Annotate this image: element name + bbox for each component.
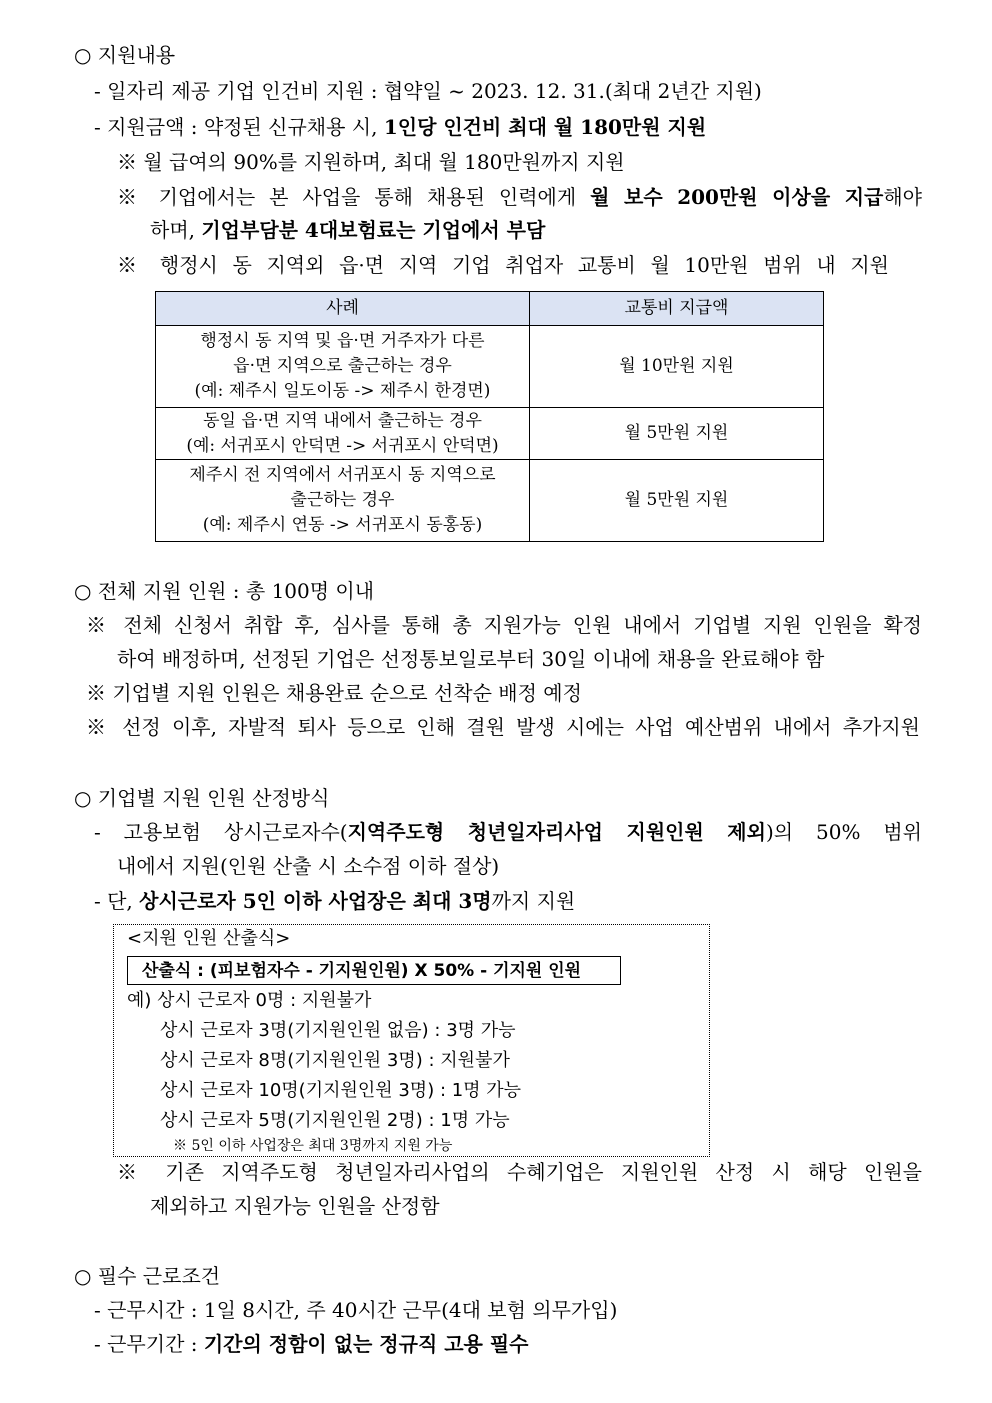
total-note-selection: ※ 전체 신청서 취합 후, 심사를 통해 총 지원가능 인원 내에서 기업별 지원 인원을 확정 (86, 613, 922, 637)
formula-box-title: <지원 인원 산출식> (127, 928, 291, 949)
case-cell (156, 408, 530, 460)
method-ratio-text-a: - 고용보험 상시근로자수( (94, 820, 348, 844)
amount-cell: 월 5만원 지원 (530, 408, 824, 460)
case-cell (156, 326, 530, 408)
amount-cell: 월 10만원 지원 (530, 326, 824, 408)
example-line: 상시 근로자 8명(기지원인원 3명) : 지원불가 (160, 1050, 510, 1071)
total-note-order: ※ 기업별 지원 인원은 채용완료 순으로 선착순 배정 예정 (86, 681, 582, 705)
case-line: 동일 읍·면 지역 내에서 출근하는 경우 (203, 410, 482, 431)
conditions-term-bold: 기간의 정함이 없는 정규직 고용 필수 (203, 1332, 529, 1356)
method-small-text-b: 까지 지원 (491, 889, 576, 913)
support-amount-text: - 지원금액 : 약정된 신규채용 시, (94, 115, 384, 139)
table-header-row (156, 292, 824, 326)
total-note-extra: ※ 선정 이후, 자발적 퇴사 등으로 인해 결원 발생 시에는 사업 예산범위 내에서 추가지원 (86, 715, 920, 739)
conditions-item-hours: - 근무시간 : 1일 8시간, 주 40시간 근무(4대 보험 의무가입) (94, 1298, 618, 1322)
method-item-ratio-cont: 내에서 지원(인원 산출 시 소수점 이하 절상) (117, 854, 500, 878)
case-line: (예: 제주시 연동 -> 서귀포시 동홍동) (202, 515, 483, 535)
table-row (156, 460, 824, 542)
section-heading-support: ○ 지원내용 (74, 43, 176, 67)
case-cell (156, 460, 530, 542)
formula-text: 산출식 : (피보험자수 - 기지원인원) X 50% - 기지원 인원 (142, 961, 582, 981)
support-item-period: - 일자리 제공 기업 인건비 지원 : 협약일 ~ 2023. 12. 31.(최대 2년간 지원) (94, 79, 762, 103)
method-note-existing-cont: 제외하고 지원가능 인원을 산정함 (150, 1194, 440, 1218)
conditions-term-text: - 근무기간 : (94, 1332, 204, 1356)
note-pay-cont-bold: 기업부담분 4대보험료는 기업에서 부담 (201, 218, 546, 242)
conditions-item-term (94, 1330, 528, 1358)
case-line: 읍·면 지역으로 출근하는 경우 (233, 356, 452, 376)
table-row (156, 408, 824, 460)
method-small-bold: 상시근로자 5인 이하 사업장은 최대 3명 (139, 889, 492, 913)
support-note-pay-cont (150, 216, 545, 244)
section-heading-conditions: ○ 필수 근로조건 (74, 1264, 221, 1288)
support-note-pay (117, 183, 922, 211)
case-line: 출근하는 경우 (290, 490, 395, 510)
case-line: 제주시 전 지역에서 서귀포시 동 지역으로 (189, 465, 496, 485)
support-amount-bold: 1인당 인건비 최대 월 180만원 지원 (383, 115, 707, 139)
example-line: 상시 근로자 10명(기지원인원 3명) : 1명 가능 (160, 1080, 522, 1101)
case-line: (예: 제주시 일도이동 -> 제주시 한경면) (194, 381, 491, 401)
case-line: 행정시 동 지역 및 읍·면 거주자가 다른 (200, 331, 485, 351)
example-line: 예) 상시 근로자 0명 : 지원불가 (127, 990, 372, 1011)
note-pay-bold: 월 보수 200만원 이상을 지급 (590, 185, 884, 209)
header-case: 사례 (156, 292, 530, 326)
method-ratio-bold: 지역주도형 청년일자리사업 지원인원 제외 (347, 820, 766, 844)
support-note-salary: ※ 월 급여의 90%를 지원하며, 최대 월 180만원까지 지원 (117, 150, 625, 174)
method-item-small (94, 887, 575, 915)
case-line: (예: 서귀포시 안덕면 -> 서귀포시 안덕면) (186, 435, 499, 456)
transport-table (155, 291, 824, 542)
header-amount: 교통비 지급액 (530, 292, 824, 326)
method-small-text-a: - 단, (94, 889, 140, 913)
amount-cell: 월 5만원 지원 (530, 460, 824, 542)
section-heading-method: ○ 기업별 지원 인원 산정방식 (74, 786, 330, 810)
formula-box-note: ※ 5인 이하 사업장은 최대 3명까지 지원 가능 (173, 1138, 453, 1154)
support-item-amount (94, 113, 706, 141)
method-item-ratio (94, 818, 922, 846)
note-pay-text-a: ※ 기업에서는 본 사업을 통해 채용된 인력에게 (117, 185, 591, 209)
method-note-existing: ※ 기존 지역주도형 청년일자리사업의 수혜기업은 지원인원 산정 시 해당 인원을 (117, 1160, 922, 1184)
table-row (156, 326, 824, 408)
method-ratio-text-b: )의 50% 범위 (765, 820, 923, 844)
example-line: 상시 근로자 3명(기지원인원 없음) : 3명 가능 (160, 1020, 516, 1041)
note-pay-cont-a: 하며, (150, 218, 202, 242)
support-note-transport: ※ 행정시 동 지역외 읍·면 지역 기업 취업자 교통비 월 10만원 범위 내 지원 (117, 253, 889, 277)
total-note-selection-cont: 하여 배정하며, 선정된 기업은 선정통보일로부터 30일 이내에 채용을 완료해야 함 (117, 647, 825, 671)
section-heading-total: ○ 전체 지원 인원 : 총 100명 이내 (74, 579, 375, 603)
example-line: 상시 근로자 5명(기지원인원 2명) : 1명 가능 (160, 1110, 510, 1131)
note-pay-text-b: 해야 (883, 185, 922, 209)
